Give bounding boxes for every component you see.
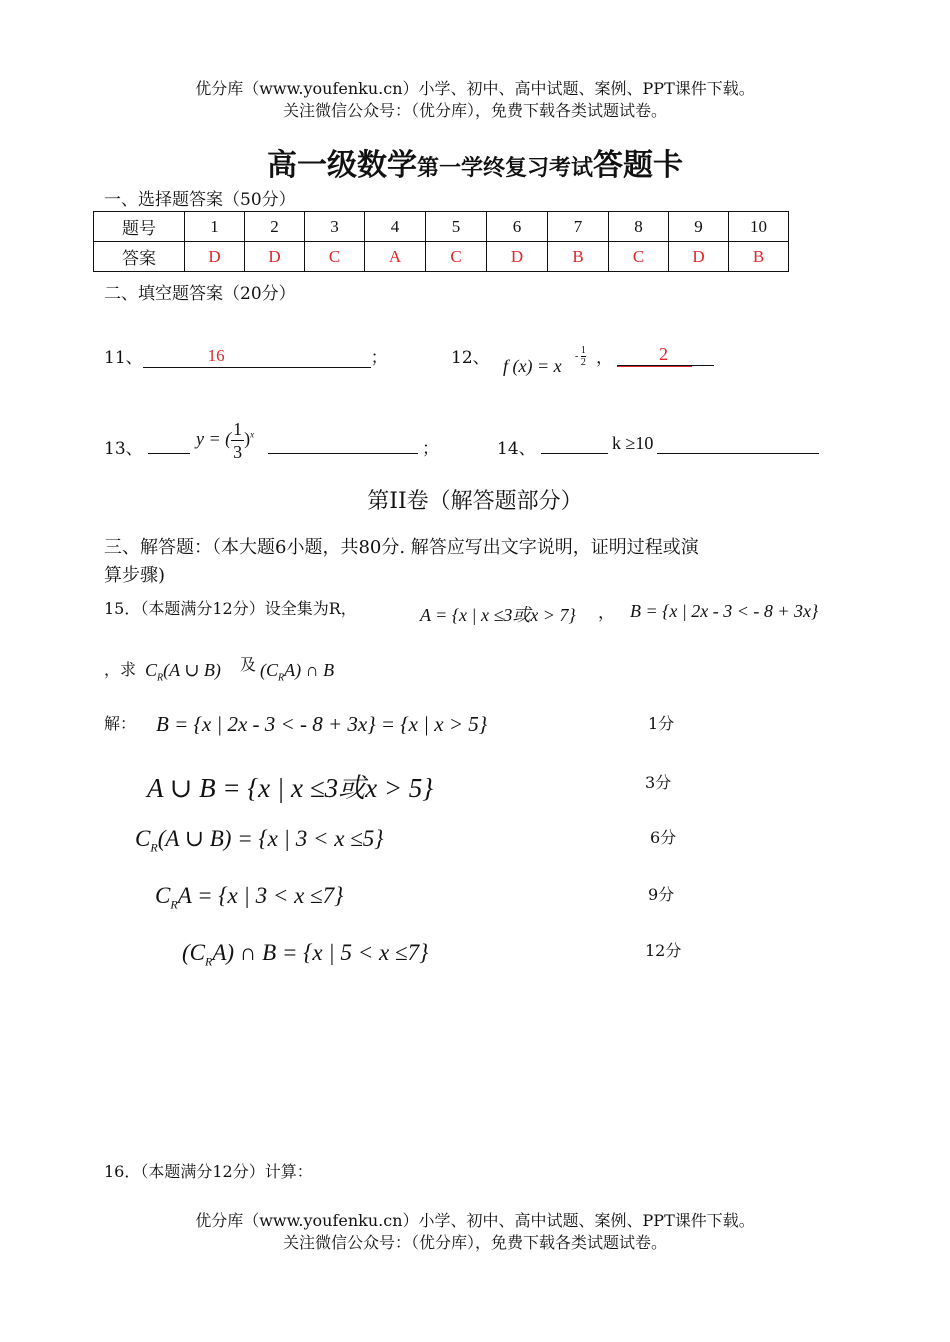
- q13-blank-right: [268, 434, 418, 454]
- solution-step-3: [135, 826, 384, 856]
- q12-exp-den: 2: [580, 357, 586, 368]
- table-row-answers: [94, 242, 789, 272]
- step3-rest: (A ∪ B) = {x | 3 < x ≤5}: [157, 826, 384, 851]
- step5-rest: A) ∩ B = {x | 5 < x ≤7}: [212, 940, 429, 965]
- q15-set-b: B = {x | 2x - 3 < - 8 + 3x}: [630, 601, 819, 621]
- q12-label: 12、: [451, 348, 490, 368]
- q15-label: 15．（本题满分12分）设全集为R，: [104, 599, 357, 618]
- title-part-2: 第一学终复习考试: [416, 155, 593, 181]
- q15-ask-rest2: A) ∩ B: [284, 660, 335, 680]
- answer-table: [93, 211, 789, 272]
- q15-set-a: A = {x | x ≤3或x > 7}: [420, 605, 576, 625]
- table-cell: 10: [729, 212, 789, 242]
- q11: [104, 343, 388, 368]
- section1-heading: 一、选择题答案（50分）: [104, 190, 296, 210]
- section3-heading-line1: 三、解答题：（本大题6小题，共80分. 解答应写出文字说明，证明过程或演: [104, 537, 699, 558]
- q13-num: 1: [233, 419, 243, 439]
- q12-comma: ，: [596, 348, 613, 368]
- title-part-1: 高一级数学: [266, 148, 417, 183]
- solution-score-2: 3分: [645, 773, 672, 792]
- q12-expression: [503, 356, 562, 377]
- table-cell: 9: [669, 212, 729, 242]
- table-row-numbers: [94, 212, 789, 242]
- q12-exp-sign: -: [575, 350, 579, 362]
- step5-c: (C: [182, 940, 205, 965]
- section2-heading: 二、填空题答案（20分）: [104, 284, 296, 304]
- solution-step-4: [155, 883, 343, 913]
- q14-blank: [541, 434, 819, 454]
- q11-label: 11、: [104, 348, 143, 368]
- q15-ask: [104, 657, 136, 680]
- answer-cell: D: [669, 242, 729, 272]
- q15-ask-sub2: R: [278, 672, 285, 684]
- table-cell: 3: [305, 212, 365, 242]
- header-line-2: 关注微信公众号：（优分库），免费下载各类试题试卷。: [282, 101, 667, 120]
- table-cell: 2: [245, 212, 305, 242]
- step5-sub: R: [205, 954, 213, 969]
- part2-title: 第II卷（解答题部分）: [367, 489, 583, 514]
- page-title: [0, 140, 950, 184]
- answer-cell: D: [487, 242, 548, 272]
- step4-c: C: [155, 883, 171, 908]
- q11-blank: [143, 346, 371, 368]
- q13-close: ): [244, 428, 251, 449]
- step3-sub: R: [150, 840, 158, 855]
- answer-cell: C: [305, 242, 365, 272]
- table-cell: 4: [365, 212, 426, 242]
- section3-heading-line2: 算步骤): [104, 565, 166, 586]
- q13-den: 3: [233, 442, 243, 462]
- q13-end: ；: [422, 439, 439, 459]
- q13-exp: x: [250, 429, 255, 440]
- q13-label: 13、: [104, 439, 143, 459]
- solution-score-3: 6分: [650, 828, 677, 847]
- q12-exponent: [575, 345, 586, 368]
- table-cell: 6: [487, 212, 548, 242]
- title-part-3: 答题卡: [593, 148, 683, 183]
- table-cell: 1: [185, 212, 245, 242]
- q15-ask-and: 及: [240, 655, 257, 674]
- q12-func: f (x) = x: [503, 356, 562, 376]
- q13-blank-left: [148, 434, 190, 454]
- q15-ask-rest1: (A ∪ B): [163, 660, 221, 680]
- q14-label: 14、: [497, 439, 536, 459]
- q12-red-underline: [617, 366, 692, 367]
- q15-ask-expr-1: [145, 660, 221, 684]
- solution-step-5: [182, 940, 428, 970]
- step4-rest: A = {x | 3 < x ≤7}: [177, 883, 344, 908]
- header-line-1: 优分库（www.youfenku.cn）小学、初中、高中试题、案例、PPT课件下载。: [195, 79, 755, 98]
- solution-step-1: B = {x | 2x - 3 < - 8 + 3x} = {x | x > 5}: [156, 712, 488, 736]
- solution-score-5: 12分: [645, 941, 682, 960]
- answer-cell: D: [245, 242, 305, 272]
- q13-expression: [196, 418, 254, 463]
- q15-ask-expr-2: [260, 660, 334, 684]
- solution-step-2: A ∪ B = {x | x ≤3或x > 5}: [147, 773, 434, 803]
- step3-c: C: [135, 826, 151, 851]
- q15-comma: ，: [598, 603, 615, 623]
- q12-answer: 2: [659, 344, 668, 364]
- q15-ask-prefix: ，求: [104, 660, 137, 679]
- q16-label: 16．（本题满分12分）计算：: [104, 1162, 313, 1181]
- solution-label: 解：: [104, 714, 137, 733]
- answer-cell: A: [365, 242, 426, 272]
- answer-cell: B: [548, 242, 609, 272]
- solution-score-4: 9分: [648, 885, 675, 904]
- table-cell: 8: [609, 212, 669, 242]
- solution-score-1: 1分: [648, 714, 675, 733]
- table-cell: 5: [426, 212, 487, 242]
- answer-cell: C: [609, 242, 669, 272]
- q12-exp-num: 1: [580, 345, 586, 356]
- q15-ask-c2: (C: [260, 660, 278, 680]
- q15-ask-sub1: R: [157, 672, 164, 684]
- footer-line-2: 关注微信公众号：（优分库），免费下载各类试题试卷。: [282, 1233, 667, 1252]
- row-label-answer: 答案: [94, 242, 185, 272]
- step4-sub: R: [170, 897, 178, 912]
- table-cell: 7: [548, 212, 609, 242]
- answer-cell: B: [729, 242, 789, 272]
- footer-line-1: 优分库（www.youfenku.cn）小学、初中、高中试题、案例、PPT课件下载。: [195, 1211, 755, 1230]
- q11-answer: 16: [207, 346, 225, 365]
- answer-cell: D: [185, 242, 245, 272]
- answer-cell: C: [426, 242, 487, 272]
- q11-end: ；: [370, 348, 388, 368]
- q15-ask-c1: C: [145, 660, 158, 680]
- q14-answer: k ≥10: [608, 433, 657, 454]
- q13-y: y = (: [196, 428, 232, 449]
- row-label-number: 题号: [94, 212, 185, 242]
- q12-blank: [617, 346, 714, 366]
